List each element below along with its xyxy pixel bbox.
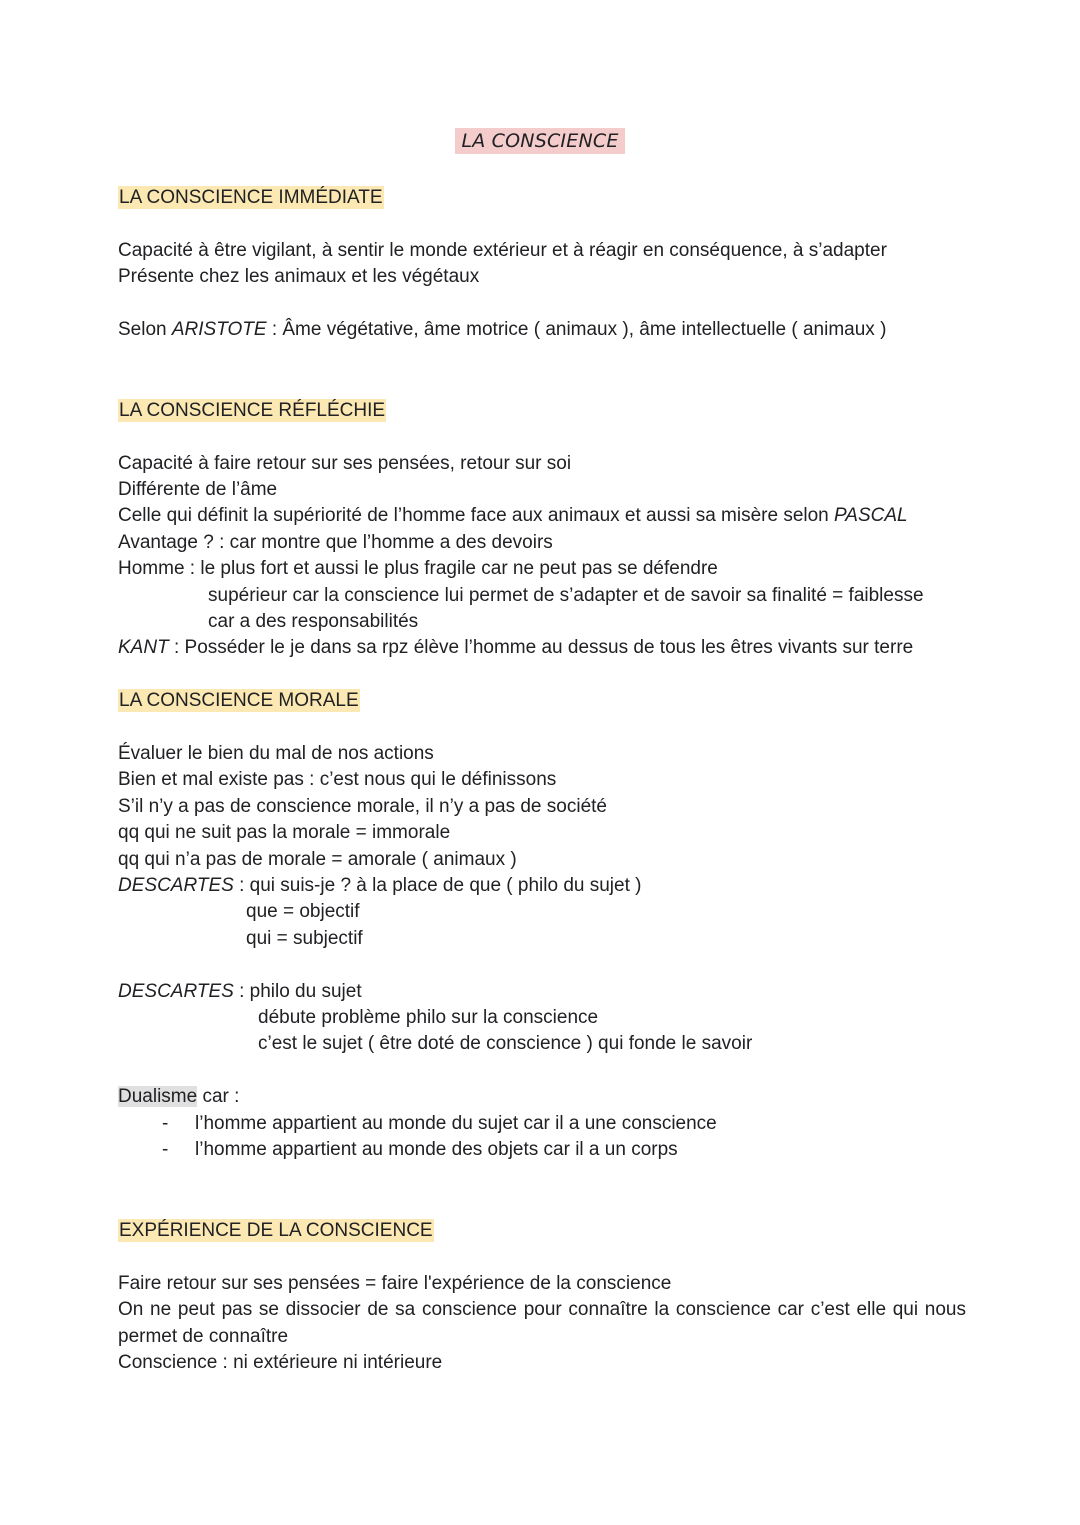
- text-line: Conscience : ni extérieure ni intérieure: [118, 1351, 443, 1373]
- content: [118, 185, 966, 1376]
- text-line: Bien et mal existe pas : c’est nous qui le définissons: [118, 769, 557, 791]
- bullet-item: - l’homme appartient au monde des objets car il a un corps: [118, 1137, 966, 1163]
- pascal-text: Celle qui définit la supériorité de l’homme face aux animaux et aussi sa misère selon: [118, 505, 835, 527]
- descartes-line: [118, 979, 966, 1005]
- kant-line: [118, 635, 966, 661]
- text-line: qq qui n’a pas de morale = amorale ( animaux ): [118, 848, 517, 870]
- author-descartes: DESCARTES: [118, 980, 234, 1002]
- dualisme-word: Dualisme: [118, 1086, 198, 1108]
- bullet-item: - l’homme appartient au monde du sujet car il a une conscience: [118, 1111, 966, 1137]
- text-line: Évaluer le bien du mal de nos actions: [118, 743, 434, 765]
- section-heading-morale: [118, 688, 966, 714]
- author-aristote: ARISTOTE: [171, 319, 267, 340]
- section-heading-immediate: [118, 185, 966, 211]
- text-line: On ne peut pas se dissocier de sa conscience pour connaître la conscience car c’est elle qui nous permet de connaître: [118, 1299, 966, 1347]
- text-line: Avantage ? : car montre que l’homme a des devoirs: [118, 531, 553, 553]
- descartes-text: : philo du sujet: [233, 980, 362, 1002]
- section-heading-reflechie: [118, 398, 966, 424]
- text-line: Faire retour sur ses pensées = faire l'expérience de la conscience: [118, 1272, 672, 1294]
- heading-text: LA CONSCIENCE MORALE: [119, 690, 359, 712]
- aristote-text: : Âme végétative, âme motrice ( animaux ), âme intellectuelle ( animaux ): [266, 319, 887, 340]
- text-line: Homme : le plus fort et aussi le plus fragile car ne peut pas se défendre: [118, 558, 718, 580]
- pascal-line: [118, 503, 966, 529]
- indented-line: car a des responsabilités: [208, 611, 419, 633]
- heading-text: EXPÉRIENCE DE LA CONSCIENCE: [119, 1219, 433, 1241]
- text-line: Présente chez les animaux et les végétaux: [118, 266, 480, 288]
- text-line: S’il n’y a pas de conscience morale, il n’y a pas de société: [118, 795, 607, 817]
- text-line: Différente de l’âme: [118, 479, 278, 500]
- title-wrap: [0, 128, 1080, 154]
- page-title: LA CONSCIENCE: [455, 128, 624, 154]
- dualisme-text: car :: [197, 1086, 240, 1108]
- author-pascal: PASCAL: [834, 505, 908, 527]
- author-descartes: DESCARTES: [118, 875, 234, 897]
- heading-text: LA CONSCIENCE RÉFLÉCHIE: [119, 399, 386, 421]
- kant-text: : Posséder le je dans sa rpz élève l’homme au dessus de tous les êtres vivants sur terre: [168, 637, 914, 659]
- indented-line: supérieur car la conscience lui permet de s’adapter et de savoir sa finalité = faiblesse: [208, 584, 924, 606]
- indented-line: c’est le sujet ( être doté de conscience ) qui fonde le savoir: [258, 1033, 753, 1055]
- text-line: Capacité à faire retour sur ses pensées, retour sur soi: [118, 452, 572, 474]
- descartes-line: [118, 873, 966, 899]
- text-line: qq qui ne suit pas la morale = immorale: [118, 822, 451, 844]
- indented-line: débute problème philo sur la conscience: [258, 1007, 599, 1029]
- aristote-line: [118, 317, 966, 343]
- author-kant: KANT: [118, 637, 169, 659]
- heading-text: LA CONSCIENCE IMMÉDIATE: [119, 187, 383, 208]
- indented-line: que = objectif: [246, 901, 360, 923]
- section-heading-experience: [118, 1218, 966, 1244]
- indented-line: qui = subjectif: [246, 927, 363, 949]
- aristote-prefix: Selon: [118, 319, 172, 340]
- text-line: Capacité à être vigilant, à sentir le monde extérieur et à réagir en conséquence, à s’adapter: [118, 239, 887, 261]
- dualisme-line: [118, 1084, 966, 1110]
- descartes-text: : qui suis-je ? à la place de que ( philo du sujet ): [233, 875, 642, 897]
